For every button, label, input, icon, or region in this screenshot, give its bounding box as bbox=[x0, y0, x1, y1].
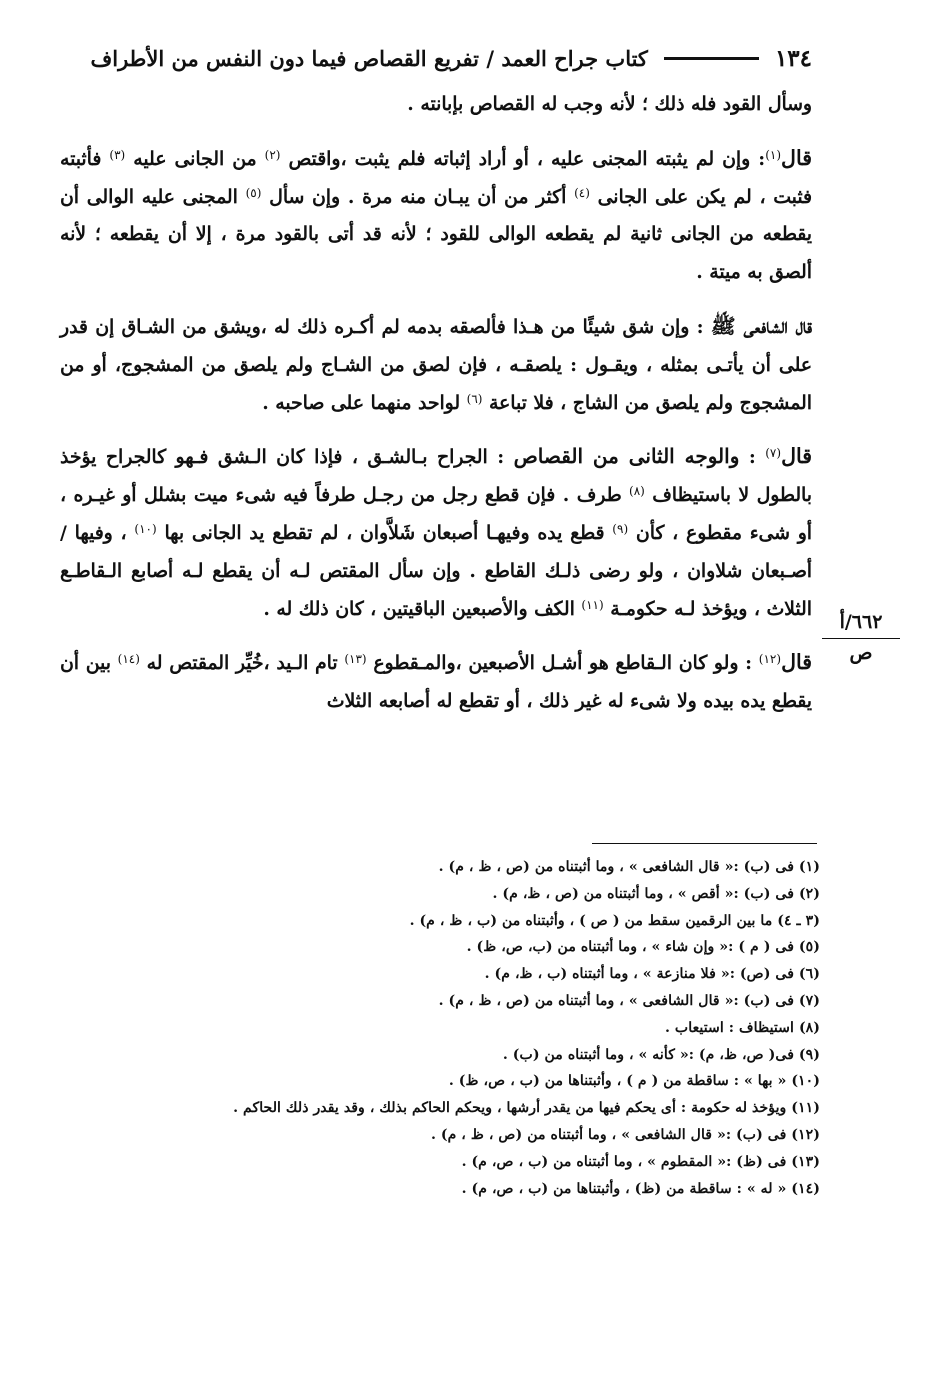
text-segment: قطع يده وفيهـا أصبعان شَلاَّوان ، لم تقطع يد الجانى بها bbox=[156, 521, 613, 544]
footnote: (٨) استيظاف : استيعاب . bbox=[665, 1019, 820, 1036]
footnote-separator bbox=[592, 843, 817, 844]
footnote-marker: (٩) bbox=[612, 521, 629, 536]
footnotes bbox=[60, 854, 820, 1202]
footnote: (١٤) « له » : ساقطة من (ظ) ، وأثبتناها من (ب ، ص، م) . bbox=[461, 1180, 820, 1197]
footnote: (١٠) « بها » : ساقطة من ( م ) ، وأثبتناها من (ب ، ص، ظ) . bbox=[448, 1073, 820, 1090]
text-segment: : وإن لم يثبته المجنى عليه ، أو أراد إثباته فلم يثبت ،واقتص bbox=[280, 147, 766, 170]
text-segment: طرف . فإن قطع رجل من رجـل طرفاً فيه شىء ميت بشلل أو غيـره ، أو شىء مقطوع ، كأن bbox=[60, 484, 812, 544]
margin-folio-ref: ٦٦٢/أ bbox=[822, 608, 900, 639]
footnote: (١٣) فى (ظ) :« المقطوم » ، وما أثبتناه من (ب ، ص، م) . bbox=[461, 1153, 820, 1170]
footnote-marker: (٨) bbox=[629, 484, 645, 499]
paragraph bbox=[60, 86, 812, 124]
footnote: (١١) ويؤخذ له حكومة : أى يحكم فيها من يقدر أرشها ، ويحكم الحاكم بذلك ، وقد يقدر ذلك الحاكم . bbox=[233, 1100, 820, 1117]
heading-phrase: والوجه الثانى من القصاص bbox=[513, 444, 740, 469]
text-segment: المجنى عليه الوالى أن يقطعه من الجانى ثانية لم يقطعه الوالى للقود ؛ لأنه قد أتى بالقود مرة ، إلا أن يقطعه ؛ لأنه ألصق به ميتة . bbox=[60, 185, 812, 284]
footnote-marker: (١) bbox=[765, 147, 782, 162]
text-segment: لواحد منهما على صاحبه . bbox=[262, 391, 467, 414]
text-segment: : الجراح بـالشـق ، فإذا كان الـشق فـهو كالجراح يؤخذ بالطول لا باستيظاف bbox=[60, 446, 812, 507]
footnote: (٩) فى( ص، ظ، م) :« كأنه » ، وما أثبتناه من (ب) . bbox=[502, 1046, 820, 1063]
text-segment: فأثبته فثبت ، لم يكن على الجانى bbox=[60, 147, 812, 208]
footnote-marker: (٧) bbox=[765, 446, 782, 461]
paragraph-lead: قال الشافعى ﷺ bbox=[710, 313, 813, 338]
footnote-marker: (٢) bbox=[264, 147, 281, 162]
footnote-marker: (١٣) bbox=[344, 652, 367, 667]
paragraph bbox=[60, 308, 812, 422]
text-segment: ، وفيها / أصـبعان شلاوان ، ولو رضى ذلـك القاطع . وإن سأل المقتص لـه أن يقطع لـه أصابع الـقاطـع الثلاث ، ويؤخذ لـه حكومـة bbox=[60, 521, 812, 620]
header-rule bbox=[664, 57, 759, 60]
page-number: ١٣٤ bbox=[774, 44, 812, 72]
running-title: كتاب جراح العمد / تفريع القصاص فيما دون النفس من الأطراف bbox=[90, 45, 648, 71]
text-segment: : وإن شق شيئًا من هـذا فألصقه بدمه لم أكـره ذلك له ،ويشق من الشـاق إن قدر على أن يأتـى بمثله ، ويقـول : يلصقـه ، فإن لصق من الشـاج ولم يلصق من المشجوج، أو من المشجوج ولم يلصق من الشاج ، فلا تباعة bbox=[60, 315, 812, 414]
margin-note bbox=[822, 608, 900, 667]
paragraph bbox=[60, 140, 812, 292]
footnote-marker: (٥) bbox=[245, 185, 262, 200]
paragraph-lead: قال bbox=[781, 145, 812, 170]
text-segment: من الجانى عليه bbox=[125, 147, 265, 170]
footnote: (٥) فى ( م ) :« وإن شاء » ، وما أثبتناه من (ب، ص، ظ) . bbox=[466, 939, 820, 956]
footnote: (٦) فى (ص) :« فلا منازعة » ، وما أثبتناه (ب ، ظ، م) . bbox=[484, 966, 820, 983]
text-segment: تام الـيد ،خُيِّر المقتص له bbox=[139, 652, 345, 675]
footnote-marker: (٣) bbox=[109, 147, 126, 162]
footnote-marker: (٦) bbox=[466, 391, 483, 406]
footnote: (١٢) فى (ب) :« قال الشافعى » ، وما أثبتناه من (ص ، ظ ، م) . bbox=[430, 1126, 820, 1143]
margin-manuscript-siglum: ص bbox=[849, 642, 873, 664]
paragraph bbox=[60, 644, 812, 721]
footnote-marker: (١٢) bbox=[758, 652, 782, 667]
footnote: (١) فى (ب) :« قال الشافعى » ، وما أثبتناه من (ص ، ظ ، م) . bbox=[438, 859, 820, 875]
text-segment: : bbox=[739, 446, 766, 469]
paragraph bbox=[60, 438, 812, 628]
footnote: (٣ ـ ٤) ما بين الرقمين سقط من ( ص ) ، وأثبتناه من (ب ، ظ ، م) . bbox=[409, 912, 820, 929]
text-segment: وسأل القود فله ذلك ؛ لأنه وجب له القصاص بإبانته . bbox=[407, 93, 812, 115]
text-segment: : ولو كان الـقاطع هو أشـل الأصبعين ،والمـقطوع bbox=[366, 652, 759, 675]
main-text bbox=[60, 86, 812, 737]
footnote: (٢) فى (ب) :« أقص » ، وما أثبتناه من (ص ، ظ، م) . bbox=[492, 885, 820, 902]
paragraph-lead: قال bbox=[781, 650, 813, 675]
footnote-marker: (١٤) bbox=[117, 652, 140, 667]
page-header bbox=[62, 38, 812, 78]
text-segment: أكثر من أن يبـان منه مرة . وإن سأل bbox=[261, 185, 575, 208]
paragraph-lead: قال bbox=[781, 444, 813, 469]
footnote-marker: (١١) bbox=[581, 597, 604, 612]
footnote: (٧) فى (ب) :« قال الشافعى » ، وما أثبتناه من (ص ، ظ ، م) . bbox=[438, 992, 820, 1009]
text-segment: بين أن يقطع يده بيده ولا شىء له غير ذلك ، أو تقطع له أصابعه الثلاث bbox=[60, 652, 812, 713]
footnote-marker: (٤) bbox=[574, 185, 590, 200]
footnote-marker: (١٠) bbox=[134, 521, 157, 536]
text-segment: الكف والأصبعين الباقيتين ، كان ذلك له . bbox=[263, 597, 582, 620]
